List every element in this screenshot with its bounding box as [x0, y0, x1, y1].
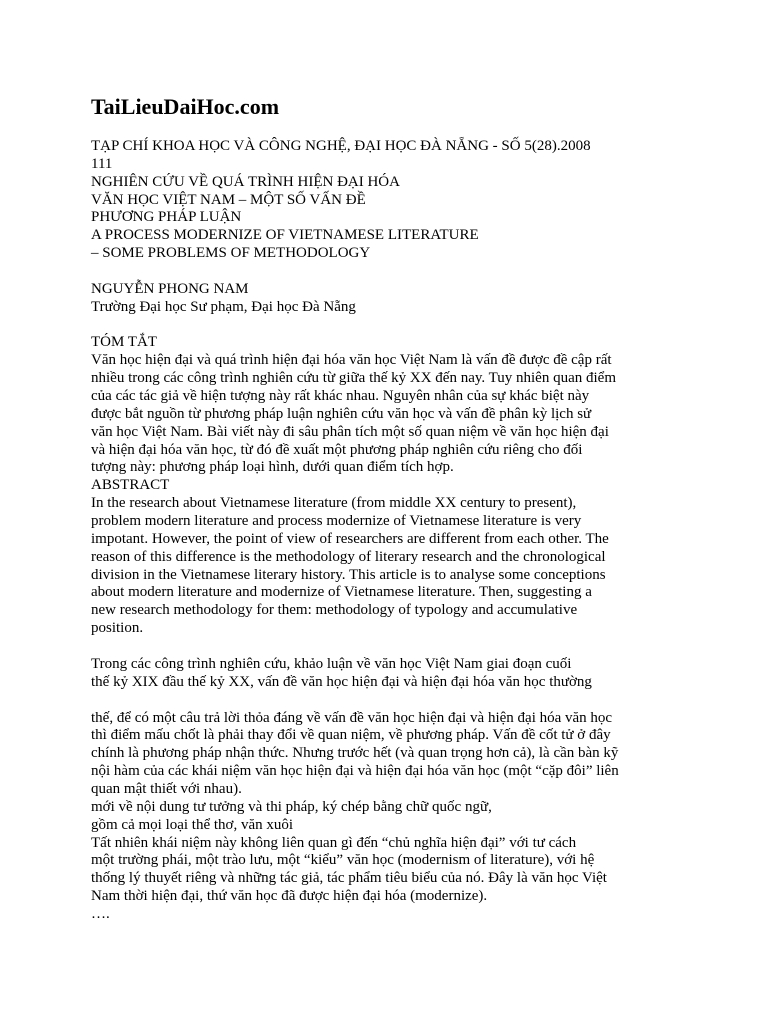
body-line: thì điểm mấu chốt là phải thay đổi về quan niệm, về phương pháp. Vấn đề cốt tử ở đây — [91, 727, 611, 744]
body-line: quan mật thiết với nhau). — [91, 780, 242, 797]
summary-line: văn học Việt Nam. Bài viết này đi sâu phân tích một số quan niệm về văn học hiện đại — [91, 423, 609, 440]
body-line: Trong các công trình nghiên cứu, khảo luận về văn học Việt Nam giai đoạn cuối — [91, 655, 572, 672]
summary-line: và hiện đại hóa văn học, từ đó đề xuất một phương pháp nghiên cứu riêng cho đối — [91, 441, 583, 458]
body-line: thế kỷ XIX đầu thế kỷ XX, vấn đề văn học hiện đại và hiện đại hóa văn học thường — [91, 673, 592, 690]
author-affiliation: Trường Đại học Sư phạm, Đại học Đà Nẵng — [91, 298, 356, 315]
author-block — [91, 281, 731, 317]
author-name: NGUYỄN PHONG NAM — [91, 280, 249, 297]
body-line: thế, để có một câu trả lời thỏa đáng về vấn đề văn học hiện đại và hiện đại hóa văn học — [91, 709, 613, 726]
abstract-line: problem modern literature and process modernize of Vietnamese literature is very — [91, 513, 582, 530]
site-title: TaiLieuDaiHoc.com — [91, 94, 280, 119]
document-content — [91, 138, 731, 924]
abstract-section — [91, 477, 731, 638]
abstract-line: In the research about Vietnamese literature (from middle XX century to present), — [91, 495, 577, 512]
summary-line: của các tác giả về hiện tượng này rất khác nhau. Nguyên nhân của sự khác biệt này — [91, 388, 590, 405]
ellipsis: …. — [91, 905, 110, 922]
article-header — [91, 138, 731, 263]
abstract-line: division in the Vietnamese literary history. This article is to analyse some conceptions — [91, 566, 606, 583]
body-line: chính là phương pháp nhận thức. Nhưng trước hết (và quan trọng hơn cả), là cần bàn kỹ — [91, 745, 619, 762]
abstract-line: impotant. However, the point of view of researchers are different from each other. The — [91, 530, 609, 547]
title-vi-line: VĂN HỌC VIỆT NAM – MỘT SỐ VẤN ĐỀ — [91, 191, 366, 208]
abstract-line: position. — [91, 620, 144, 637]
summary-heading: TÓM TẮT — [91, 334, 157, 351]
body-line: gồm cả mọi loại thể thơ, văn xuôi — [91, 816, 294, 833]
abstract-line: reason of this difference is the methodology of literary research and the chronological — [91, 548, 606, 565]
summary-line: nhiều trong các công trình nghiên cứu từ giữa thế kỷ XX đến nay. Tuy nhiên quan điểm — [91, 370, 616, 387]
summary-line: được bắt nguồn từ phương pháp luận nghiên cứu văn học và vấn đề phân kỳ lịch sử — [91, 405, 592, 422]
body-line: Tất nhiên khái niệm này không liên quan gì đến “chủ nghĩa hiện đại” với tư cách — [91, 834, 577, 851]
body-line: một trường phái, một trào lưu, một “kiểu” văn học (modernism of literature), với hệ — [91, 852, 595, 869]
body-line: mới về nội dung tư tưởng và thi pháp, ký chép bằng chữ quốc ngữ, — [91, 798, 492, 815]
abstract-line: about modern literature and modernize of Vietnamese literature. Then, suggesting a — [91, 584, 592, 601]
title-en-line: A PROCESS MODERNIZE OF VIETNAMESE LITERATURE — [91, 227, 479, 244]
body-paragraph — [91, 710, 731, 924]
page-number: 111 — [91, 155, 113, 172]
title-vi-line: NGHIÊN CỨU VỀ QUÁ TRÌNH HIỆN ĐẠI HÓA — [91, 173, 400, 190]
summary-line: Văn học hiện đại và quá trình hiện đại hóa văn học Việt Nam là vấn đề được đề cập rất — [91, 352, 612, 369]
abstract-line: new research methodology for them: methodology of typology and accumulative — [91, 602, 578, 619]
title-vi-line: PHƯƠNG PHÁP LUẬN — [91, 209, 242, 226]
abstract-heading: ABSTRACT — [91, 477, 170, 494]
summary-line: tượng này: phương pháp loại hình, dưới quan điểm tích hợp. — [91, 459, 454, 476]
body-line: Nam thời hiện đại, thứ văn học đã được hiện đại hóa (modernize). — [91, 888, 488, 905]
body-line: thống lý thuyết riêng và những tác giả, tác phẩm tiêu biểu của nó. Đây là văn học Việt — [91, 870, 607, 887]
title-en-line: – SOME PROBLEMS OF METHODOLOGY — [91, 245, 371, 262]
body-paragraph — [91, 656, 731, 692]
journal-line: TẠP CHÍ KHOA HỌC VÀ CÔNG NGHỆ, ĐẠI HỌC ĐÀ NẴNG - SỐ 5(28).2008 — [91, 138, 591, 154]
body-line: nội hàm của các khái niệm văn học hiện đại và hiện đại hóa văn học (một “cặp đôi” liên — [91, 763, 619, 780]
summary-section — [91, 334, 731, 477]
